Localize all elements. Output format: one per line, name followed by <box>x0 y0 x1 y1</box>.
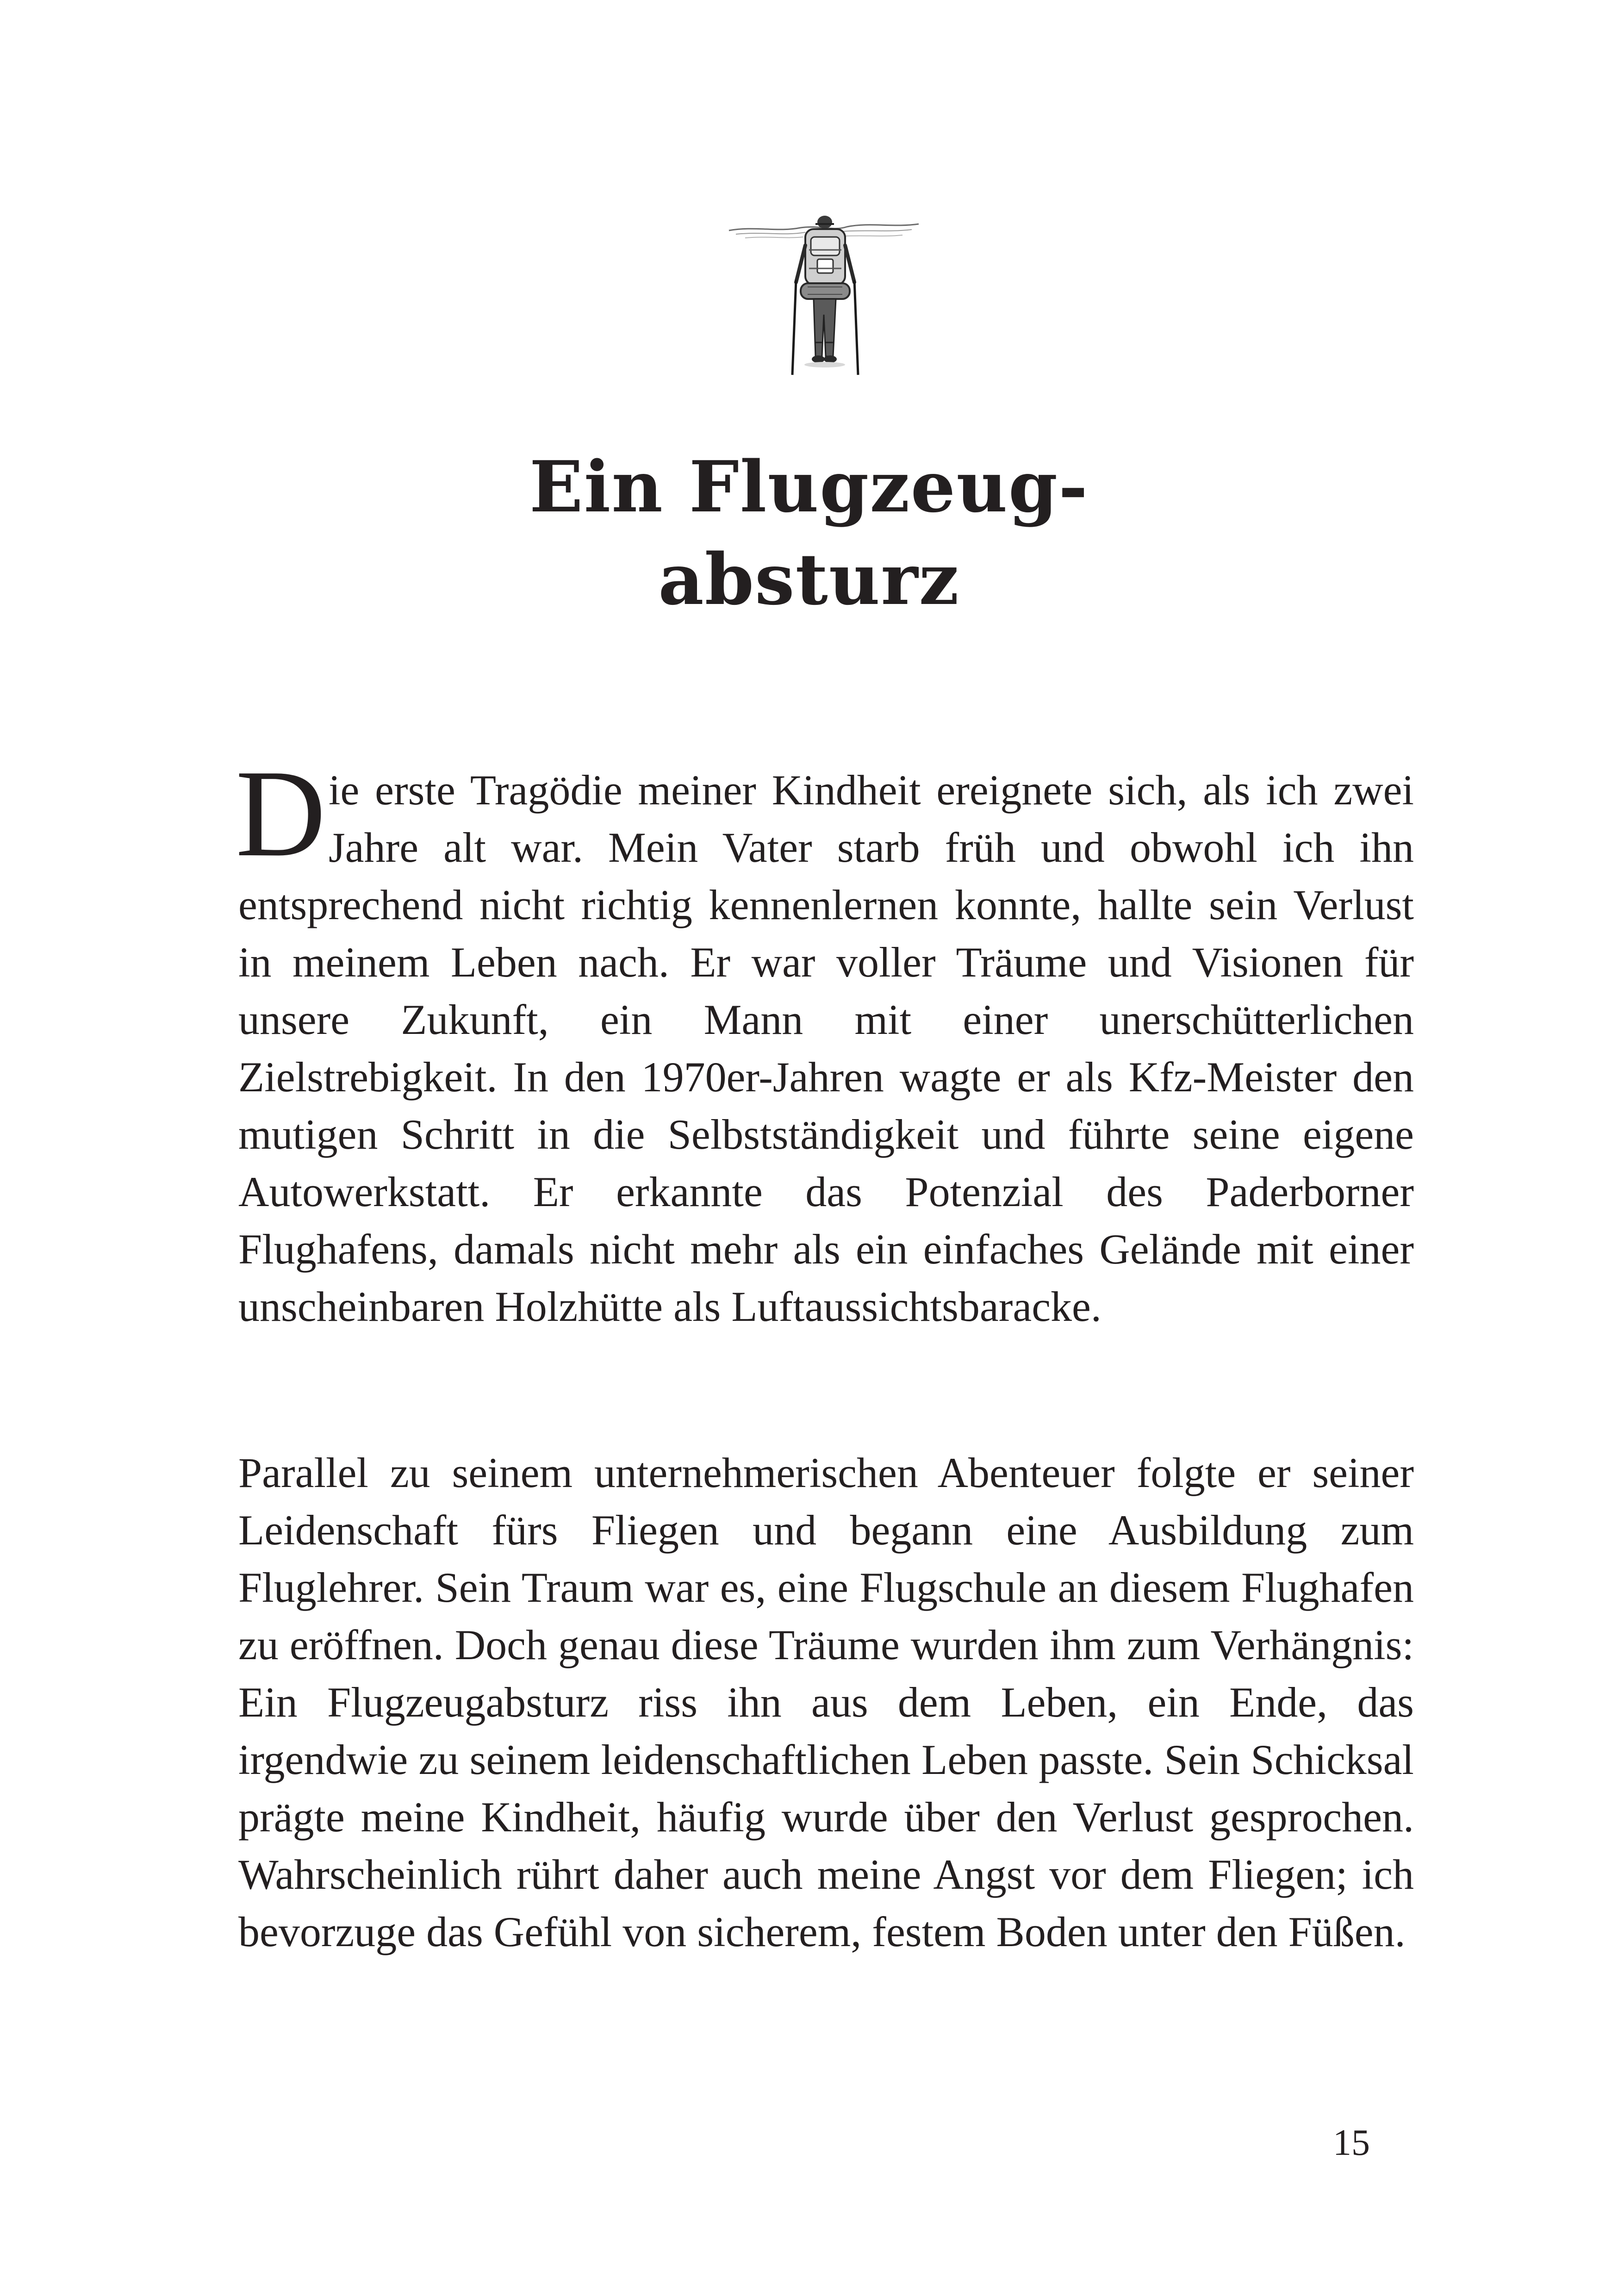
paragraph-2-text: Parallel zu seinem unternehmerischen Abenteuer folgte er seiner Leidenschaft fürs Fliegen und begann eine Ausbildung zum Fluglehrer. Sein Traum war es, eine Flugschule an diesem Flughafen zu eröffnen. Doch genau diese Träume wurden ihm zum Verhängnis: Ein Flugzeugabsturz riss ihn aus dem Leben, ein Ende, das irgendwie zu seinem leidenschaftlichen Leben passte. Sein Schicksal prägte meine Kindheit, häufig wurde über den Verlust gesprochen. Wahrscheinlich rührt daher auch meine Angst vor dem Fliegen; ich bevorzuge das Gefühl von sicherem, festem Boden unter den Füßen. <box>238 1449 1414 1955</box>
chapter-title <box>0 441 1618 626</box>
page-number: 15 <box>1333 2122 1370 2163</box>
paragraph-1-text: ie erste Tragödie meiner Kindheit ereignete sich, als ich zwei Jahre alt war. Mein Vater starb früh und obwohl ich ihn entsprechend nicht richtig kennenlernen konnte, hallte sein Verlust in meinem Leben nach. Er war voller Träume und Visionen für unsere Zukunft, ein Mann mit einer unerschütterlichen Zielstrebigkeit. In den 1970er-Jahren wagte er als Kfz-Meister den mutigen Schritt in die Selbstständigkeit und führte seine eigene Autowerkstatt. Er erkannte das Potenzial des Paderborner Flughafens, damals nicht mehr als ein einfaches Gelände mit einer unscheinbaren Holzhütte als Luftaussichtsbaracke. <box>238 766 1414 1330</box>
drop-cap: D <box>236 744 326 883</box>
chapter-title-line-1: Ein Flugzeug- <box>529 445 1089 528</box>
paragraph-2 <box>238 1444 1414 1960</box>
hiker-with-backpack-icon <box>727 204 921 389</box>
chapter-title-line-2: absturz <box>658 537 960 621</box>
paragraph-1 <box>236 744 1414 1335</box>
